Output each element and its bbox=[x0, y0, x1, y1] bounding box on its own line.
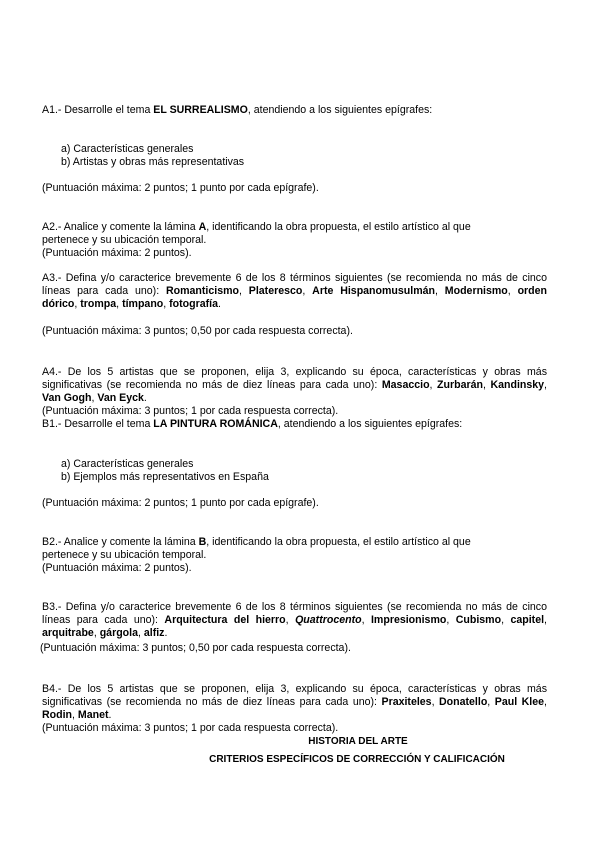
question-b4: B4.- De los 5 artistas que se proponen, elija 3, explicando su época, características y obras más significativas (se recomienda no más de diez líneas para cada uno): Praxiteles, Donatello, Paul Klee, Rodin, Manet. bbox=[42, 683, 547, 721]
artist: Paul Klee bbox=[494, 696, 545, 708]
subject-heading: HISTORIA DEL ARTE bbox=[308, 736, 408, 747]
term: fotografía bbox=[169, 298, 219, 310]
question-b1 bbox=[42, 418, 547, 431]
artist: Van Gogh bbox=[42, 392, 92, 404]
term: trompa bbox=[80, 298, 117, 310]
artist: Donatello bbox=[439, 696, 488, 708]
list-item: a) Características generales bbox=[61, 143, 194, 155]
artist: Rodin bbox=[42, 709, 73, 721]
term: arquitrabe bbox=[42, 627, 94, 639]
question-a2-score: (Puntuación máxima: 2 puntos). bbox=[42, 247, 192, 259]
list-item: b) Ejemplos más representativos en España bbox=[61, 471, 269, 483]
artist: Kandinsky bbox=[490, 379, 545, 391]
artist: Manet bbox=[77, 709, 109, 721]
question-b2: B2.- Analice y comente la lámina B, identificando la obra propuesta, el estilo artístico al que pertenece y su ubicación temporal. (Puntuación máxima: 2 puntos). bbox=[42, 536, 547, 575]
term: Arte Hispanomusulmán bbox=[312, 285, 435, 297]
list-item: b) Artistas y obras más representativas bbox=[61, 156, 245, 168]
term: alfiz bbox=[143, 627, 165, 639]
topic-title: EL SURREALISMO bbox=[153, 104, 248, 116]
term: gárgola bbox=[99, 627, 138, 639]
question-b1-score: (Puntuación máxima: 2 puntos; 1 punto por cada epígrafe). bbox=[42, 497, 319, 509]
term: Romanticismo bbox=[165, 285, 239, 297]
term: Modernismo bbox=[444, 285, 508, 297]
plate-letter: A bbox=[198, 221, 207, 233]
question-b1-statement: B1.- Desarrolle el tema LA PINTURA ROMÁNICA, atendiendo a los siguientes epígrafes: bbox=[42, 418, 463, 430]
term: Plateresco bbox=[248, 285, 303, 297]
term: capitel bbox=[510, 614, 545, 626]
question-a4-score: (Puntuación máxima: 3 puntos; 1 por cada respuesta correcta). bbox=[42, 405, 339, 417]
artist: Praxiteles bbox=[381, 696, 432, 708]
question-a1-items bbox=[42, 143, 566, 169]
artist: Masaccio bbox=[381, 379, 430, 391]
question-a3-score: (Puntuación máxima: 3 puntos; 0,50 por cada respuesta correcta). bbox=[42, 325, 353, 337]
question-a1-statement: A1.- Desarrolle el tema EL SURREALISMO, atendiendo a los siguientes epígrafes: bbox=[42, 104, 433, 116]
question-b1-items bbox=[42, 458, 566, 484]
term: tímpano bbox=[122, 298, 164, 310]
question-b2-score: (Puntuación máxima: 2 puntos). bbox=[42, 562, 192, 574]
term: Arquitectura del hierro bbox=[164, 614, 286, 626]
list-item: a) Características generales bbox=[61, 458, 194, 470]
question-a2: A2.- Analice y comente la lámina A, identificando la obra propuesta, el estilo artístico al que pertenece y su ubicación temporal. (Puntuación máxima: 2 puntos). bbox=[42, 221, 547, 260]
question-b3-score: (Puntuación máxima: 3 puntos; 0,50 por cada respuesta correcta). bbox=[40, 642, 351, 654]
artist: Zurbarán bbox=[437, 379, 483, 391]
question-b3: B3.- Defina y/o caracterice brevemente 6 de los 8 términos siguientes (se recomienda no más de cinco líneas para cada uno): Arquitectura del hierro, Quattrocento, Impresionismo, Cubismo, capitel, arquitrabe, gárgola, alfiz. bbox=[42, 601, 547, 639]
question-b2-statement: B2.- Analice y comente la lámina B, identificando la obra propuesta, el estilo artístico al que bbox=[42, 536, 471, 548]
question-a4: A4.- De los 5 artistas que se proponen, elija 3, explicando su época, características y obras más significativas (se recomienda no más de diez líneas para cada uno): Masaccio, Zurbarán, Kandinsky, Van Gogh, Van Eyck. bbox=[42, 366, 547, 404]
plate-letter: B bbox=[198, 536, 207, 548]
question-a1 bbox=[42, 104, 547, 117]
question-a1-score: (Puntuación máxima: 2 puntos; 1 punto por cada epígrafe). bbox=[42, 182, 319, 194]
term: Impresionismo bbox=[370, 614, 447, 626]
question-a3: A3.- Defina y/o caracterice brevemente 6 de los 8 términos siguientes (se recomienda no más de cinco líneas para cada uno): Romanticismo, Plateresco, Arte Hispanomusulmán, Modernismo, orden dórico, trompa, tímpano, fotografía. bbox=[42, 272, 547, 310]
topic-title: LA PINTURA ROMÁNICA bbox=[153, 418, 278, 430]
question-a2-statement: A2.- Analice y comente la lámina A, identificando la obra propuesta, el estilo artístico al que bbox=[42, 221, 471, 233]
term: Quattrocento bbox=[295, 614, 362, 626]
term: Cubismo bbox=[455, 614, 502, 626]
term: orden dórico bbox=[42, 285, 547, 310]
artist: Van Eyck bbox=[97, 392, 144, 404]
question-b4-score: (Puntuación máxima: 3 puntos; 1 por cada respuesta correcta). bbox=[42, 722, 339, 734]
criteria-heading: CRITERIOS ESPECÍFICOS DE CORRECCIÓN Y CALIFICACIÓN bbox=[209, 754, 505, 765]
